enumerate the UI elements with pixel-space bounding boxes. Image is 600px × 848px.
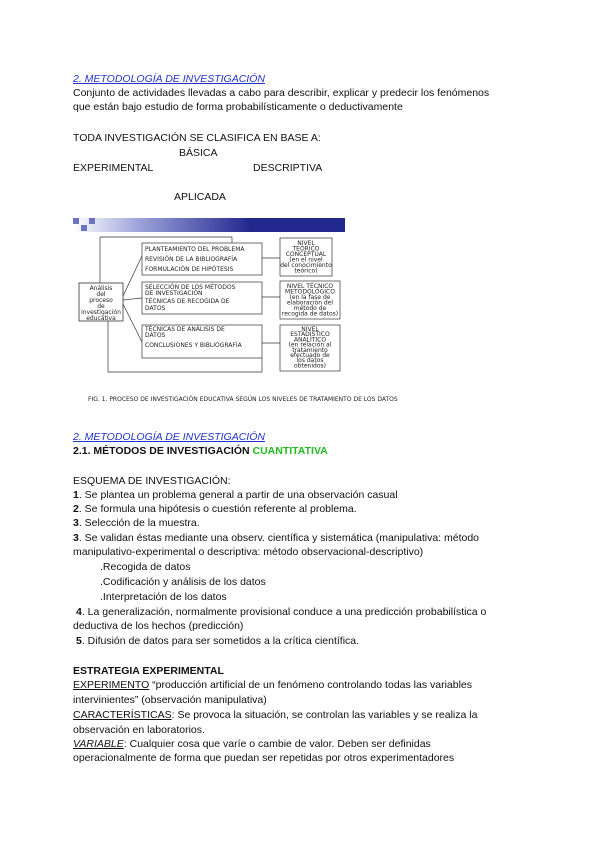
level-box-2-text: elaboración del bbox=[286, 299, 334, 307]
characteristics-cont: observación en laboratorios. bbox=[73, 724, 205, 736]
diagram-caption: FIG. 1. PROCESO DE INVESTIGACIÓN EDUCATIVA SEGÚN LOS NIVELES DE TRATAMIENTO DE LOS DATOS bbox=[88, 396, 398, 403]
classification-experimental: EXPERIMENTAL bbox=[73, 162, 154, 174]
sub-item: .Codificación y análisis de los datos bbox=[100, 576, 266, 588]
step-item bbox=[73, 516, 200, 530]
classification-basic: BÁSICA bbox=[179, 147, 218, 159]
step-text: . Se plantea un problema general a partir de una observación casual bbox=[78, 489, 398, 501]
sub-item: .Recogida de datos bbox=[100, 561, 191, 573]
level-box-1-text: (en el nivel bbox=[289, 256, 323, 264]
variable-label: VARIABLE bbox=[73, 738, 124, 750]
level-box-1-text: NIVEL bbox=[297, 240, 315, 247]
stage-box-2-text: DATOS bbox=[145, 305, 166, 312]
center-box-text: del bbox=[96, 291, 106, 298]
stage-box-3-text: TÉCNICAS DE ANÁLISIS DE bbox=[145, 326, 225, 333]
level-box-3-text: los datos bbox=[296, 357, 324, 365]
variable-cont: operacionalmente de forma que puedan ser repetidas por otros experimentadores bbox=[73, 752, 455, 764]
definition-text-cont: que están bajo estudio de forma probabilísticamente o deductivamente bbox=[73, 101, 403, 113]
level-box-1-text: teórico) bbox=[294, 267, 318, 275]
level-box-1-text: del conocimiento bbox=[280, 262, 332, 269]
classification-applied: APLICADA bbox=[174, 191, 226, 203]
center-box-text: educativa bbox=[86, 315, 116, 322]
scheme-title: ESQUEMA DE INVESTIGACIÓN: bbox=[73, 475, 231, 487]
level-box-3-text: (en relación al bbox=[288, 341, 332, 349]
experiment-label: EXPERIMENTO bbox=[73, 679, 150, 691]
center-box-text: investigación bbox=[81, 309, 121, 316]
experiment-text: “producción artificial de un fenómeno controlando todas las variables bbox=[149, 679, 473, 691]
level-box-2-text: recogida de datos) bbox=[281, 310, 339, 318]
classification-descriptive: DESCRIPTIVA bbox=[253, 162, 323, 174]
step-text: . La generalización, normalmente provisional conduce a una predicción probabilística o bbox=[81, 606, 487, 618]
center-box-text: Análisis bbox=[89, 285, 113, 292]
step-text-cont: deductiva de los hechos (predicción) bbox=[73, 620, 244, 632]
level-box-3-text: obtenidos) bbox=[294, 362, 326, 370]
step-number: 3 bbox=[73, 517, 79, 529]
level-box-2-text: NIVEL TÉCNICO bbox=[286, 283, 334, 290]
strategy-title: ESTRATEGIA EXPERIMENTAL bbox=[73, 665, 224, 677]
section-heading-metodologia[interactable]: 2. METODOLOGÍA DE INVESTIGACIÓN bbox=[73, 73, 265, 85]
step-item bbox=[73, 502, 357, 516]
level-box-2-text: METODOLÓGICO bbox=[285, 288, 335, 296]
center-box-text: de bbox=[97, 303, 105, 310]
step-number: 1 bbox=[73, 489, 79, 501]
characteristics-line bbox=[73, 708, 477, 722]
level-box-1-text: CONCEPTUAL bbox=[285, 251, 327, 258]
step-text: . Selección de la muestra. bbox=[78, 517, 200, 529]
level-box-3-text: ANALÍTICO bbox=[293, 336, 327, 344]
classification-intro: TODA INVESTIGACIÓN SE CLASIFICA EN BASE A: bbox=[73, 132, 321, 144]
variable-line bbox=[73, 737, 431, 751]
step-text: . Difusión de datos para ser sometidos a la crítica científica. bbox=[81, 635, 360, 647]
stage-box-2-text: SELECCIÓN DE LOS MÉTODOS bbox=[145, 284, 236, 291]
level-box-2-text: método de bbox=[293, 305, 327, 312]
level-box-3-text: ESTADÍSTICO bbox=[290, 331, 330, 339]
subheading-prefix: 2.1. MÉTODOS DE INVESTIGACIÓN bbox=[73, 445, 250, 457]
definition-text: Conjunto de actividades llevadas a cabo para describir, explicar y predecir los fenómenos bbox=[73, 87, 490, 99]
level-box-3-text: efectuado de bbox=[290, 352, 330, 359]
step-text-cont: manipulativo-experimental o descriptiva: método observacional-descriptivo) bbox=[73, 546, 424, 558]
step-item bbox=[76, 605, 486, 619]
stage-box-3-text: CONCLUSIONES Y BIBLIOGRAFÍA bbox=[145, 342, 242, 349]
subheading-highlight: CUANTITATIVA bbox=[252, 445, 328, 457]
experiment-cont: intervinientes” (observación manipulativa) bbox=[73, 694, 267, 706]
level-box-1-text: TEÓRICO bbox=[292, 245, 320, 253]
step-number: 5 bbox=[76, 635, 82, 647]
sub-item: .Interpretación de los datos bbox=[100, 591, 227, 603]
characteristics-text: : Se provoca la situación, se controlan las variables y se realiza la bbox=[171, 709, 478, 721]
step-text: . Se formula una hipótesis o cuestión referente al problema. bbox=[78, 503, 357, 515]
level-box-3-text: tratamiento bbox=[292, 346, 328, 354]
characteristics-label: CARACTERÍSTICAS bbox=[73, 709, 172, 721]
stage-box-1-text: REVISIÓN DE LA BIBLIOGRAFÍA bbox=[145, 256, 238, 263]
center-box-text: proceso bbox=[89, 297, 113, 304]
step-number: 3 bbox=[73, 532, 79, 544]
level-box-2-text: (en la fase de bbox=[289, 294, 331, 301]
step-number: 2 bbox=[73, 503, 79, 515]
stage-box-2-text: DE INVESTIGACIÓN bbox=[145, 290, 203, 297]
subheading bbox=[73, 444, 328, 458]
step-number: 4 bbox=[76, 606, 82, 618]
step-item bbox=[76, 634, 359, 648]
experiment-line bbox=[73, 678, 472, 692]
stage-box-1-text: FORMULACIÓN DE HIPÓTESIS bbox=[145, 266, 234, 273]
step-item bbox=[73, 531, 479, 545]
step-text: . Se validan éstas mediante una observ. científica y sistemática (manipulativa: método bbox=[78, 532, 480, 544]
stage-box-1-text: PLANTEAMIENTO DEL PROBLEMA bbox=[145, 246, 245, 253]
level-box-3-text: NIVEL bbox=[301, 326, 319, 333]
step-item bbox=[73, 488, 398, 502]
stage-box-3-text: DATOS bbox=[145, 332, 166, 339]
section-heading-metodologia-2[interactable]: 2. METODOLOGÍA DE INVESTIGACIÓN bbox=[73, 431, 265, 443]
variable-text: : Cualquier cosa que varíe o cambie de valor. Deben ser definidas bbox=[123, 738, 431, 750]
stage-box-2-text: TÉCNICAS DE RECOGIDA DE bbox=[145, 298, 230, 305]
